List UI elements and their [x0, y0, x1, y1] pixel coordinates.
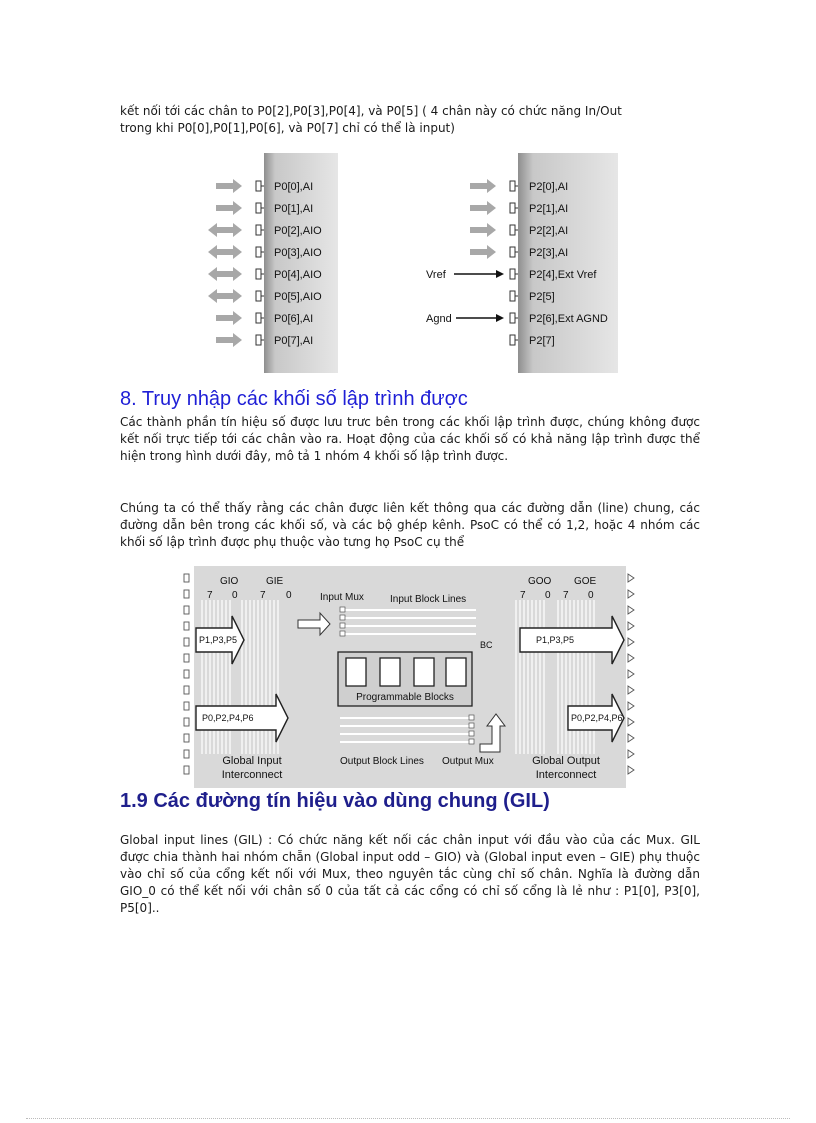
pin-icon	[256, 291, 261, 301]
global-output-label-line2: Interconnect	[535, 769, 597, 781]
port-pin-figure	[200, 150, 620, 375]
section-1-9-paragraph: Global input lines (GIL) : Có chức năng kết nối các chân input với đầu vào của các Mux. GIL được chia thành hai nhóm chẵn (Global input odd – GIO) và (Global input even – GIE) phụ thuộc vào chỉ số của cổng kết nối với Mux, theo nguyên tắc cùng chỉ số chân. Nghĩa là đường dẫn GIO_0 có thể kết nối với chân số 0 của tất cả các cổng có chỉ số cổng là lẻ như : P1[0], P3[0], P5[0]..	[120, 833, 700, 915]
gio-bit-0: 0	[232, 590, 238, 601]
pin-icon	[510, 335, 515, 345]
port2-pin-label: P2[5]	[529, 291, 555, 303]
goo-bit-7: 7	[520, 590, 526, 601]
port2-pin	[510, 335, 555, 347]
output-mux-label: Output Mux	[442, 756, 494, 767]
port2-pin-label: P2[1],AI	[529, 203, 569, 215]
gie-label: GIE	[266, 576, 284, 587]
pin-icon	[510, 291, 515, 301]
gie-bit-7: 7	[260, 590, 266, 601]
port0-pin-label: P0[3],AIO	[274, 247, 322, 259]
programmable-block-3	[414, 658, 434, 686]
arrow-head-icon	[496, 314, 504, 322]
pin-icon	[256, 225, 261, 235]
pin-icon	[256, 203, 261, 213]
port0-pin-label: P0[6],AI	[274, 313, 314, 325]
odd-ports-output-label: P1,P3,P5	[536, 635, 575, 645]
programmable-blocks-label: Programmable Blocks	[356, 692, 454, 703]
port2-pin-label: P2[2],AI	[529, 225, 569, 237]
programmable-block-1	[346, 658, 366, 686]
bidirectional-arrow-icon	[208, 245, 242, 259]
input-arrow-icon	[216, 201, 242, 215]
page-bottom-divider	[26, 1118, 790, 1119]
goo-label: GOO	[528, 576, 552, 587]
port2-pin-label: P2[7]	[529, 335, 555, 347]
input-arrow-icon	[216, 333, 242, 347]
agnd-label: Agnd	[426, 313, 452, 325]
input-arrow-icon	[470, 245, 496, 259]
bidirectional-arrow-icon	[208, 223, 242, 237]
bc-label: BC	[480, 640, 493, 650]
even-ports-output-label: P0,P2,P4,P6	[571, 713, 623, 723]
global-input-label-line2: Interconnect	[221, 769, 283, 781]
section-8-heading: 8. Truy nhập các khối số lập trình được	[120, 388, 468, 410]
port2-pin	[426, 313, 608, 325]
input-arrow-icon	[470, 223, 496, 237]
pin-icon	[510, 269, 515, 279]
pin-icon	[510, 247, 515, 257]
pin-icon	[256, 313, 261, 323]
digital-block-diagram	[180, 566, 638, 788]
port0-pin-label: P0[5],AIO	[274, 291, 322, 303]
port0-pin-label: P0[4],AIO	[274, 269, 322, 281]
port2-pin	[426, 269, 597, 281]
intro-paragraph: kết nối tới các chân to P0[2],P0[3],P0[4], và P0[5] ( 4 chân này có chức năng In/Out trong khi P0[0],P0[1],P0[6], và P0[7] chỉ có thể là input)	[120, 104, 622, 135]
section-8-paragraph-2: Chúng ta có thể thấy rằng các chân được liên kết thông qua các đường dẫn (line) chung, các đường dẫn bên trong các khối số, và các bộ ghép kênh. PsoC có thể có 1,2, hoặc 4 nhóm các khối số lập trình được phụ thuộc vào tưng họ PsoC cụ thể	[120, 501, 700, 549]
vref-label: Vref	[426, 269, 446, 281]
programmable-block-2	[380, 658, 400, 686]
port0-pin-label: P0[2],AIO	[274, 225, 322, 237]
input-mux-label: Input Mux	[320, 592, 364, 603]
goe-label: GOE	[574, 576, 597, 587]
global-input-label-line1: Global Input	[222, 755, 282, 767]
port2-pin-label: P2[0],AI	[529, 181, 569, 193]
port2-pin-label: P2[6],Ext AGND	[529, 313, 608, 325]
even-ports-input-label: P0,P2,P4,P6	[202, 713, 254, 723]
input-arrow-icon	[216, 311, 242, 325]
pin-icon	[256, 181, 261, 191]
arrow-head-icon	[496, 270, 504, 278]
port0-pin-label: P0[7],AI	[274, 335, 314, 347]
section-8-paragraph-1: Các thành phần tín hiệu số được lưu trưc bên trong các khối lập trình được, chúng không được kết nối trực tiếp tới các chân vào ra. Hoạt động của các khối số có khả năng lập trình được thể hiện trong hình dưới đây, mô tả 1 nhóm 4 khối số lập trình được.	[120, 415, 700, 463]
programmable-block-4	[446, 658, 466, 686]
goe-bit-0: 0	[588, 590, 594, 601]
gie-bit-0: 0	[286, 590, 292, 601]
pin-icon	[510, 181, 515, 191]
global-output-label-line1: Global Output	[532, 755, 600, 767]
input-arrow-icon	[470, 201, 496, 215]
port2-pin-label: P2[3],AI	[529, 247, 569, 259]
bidirectional-arrow-icon	[208, 267, 242, 281]
port2-pin	[510, 291, 555, 303]
port2-pin-label: P2[4],Ext Vref	[529, 269, 597, 281]
input-block-lines-label: Input Block Lines	[390, 594, 467, 605]
odd-ports-input-label: P1,P3,P5	[199, 635, 238, 645]
input-arrow-icon	[470, 179, 496, 193]
port0-pin-label: P0[0],AI	[274, 181, 314, 193]
bidirectional-arrow-icon	[208, 289, 242, 303]
gio-bit-7: 7	[207, 590, 213, 601]
pin-icon	[510, 203, 515, 213]
pin-icon	[256, 335, 261, 345]
gio-label: GIO	[220, 576, 239, 587]
pin-icon	[510, 313, 515, 323]
goo-bit-0: 0	[545, 590, 551, 601]
output-block-lines-label: Output Block Lines	[340, 756, 424, 767]
pin-icon	[256, 247, 261, 257]
goe-bit-7: 7	[563, 590, 569, 601]
pin-icon	[510, 225, 515, 235]
pin-icon	[256, 269, 261, 279]
input-arrow-icon	[216, 179, 242, 193]
port0-pin-label: P0[1],AI	[274, 203, 314, 215]
section-1-9-heading: 1.9 Các đường tín hiệu vào dùng chung (GIL)	[120, 790, 550, 812]
